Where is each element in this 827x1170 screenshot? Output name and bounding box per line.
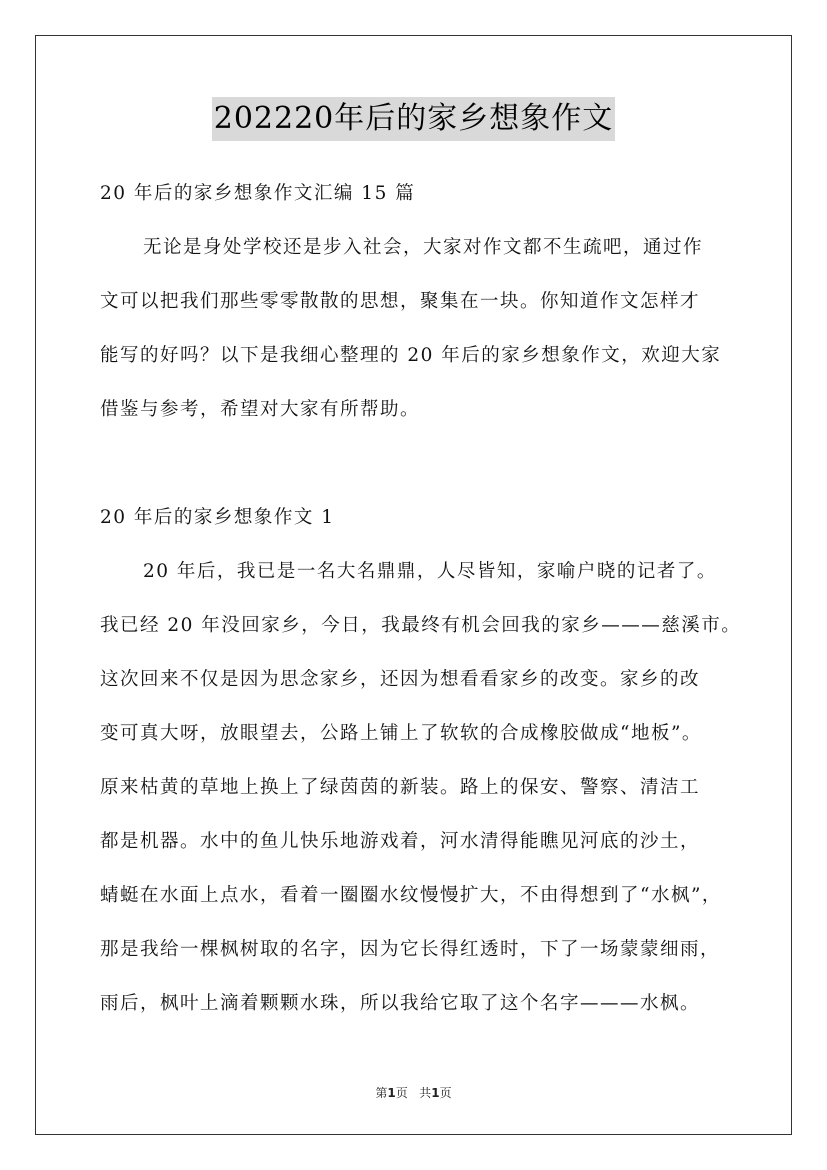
section-heading: 20 年后的家乡想象作文 1	[100, 507, 335, 528]
page-footer	[0, 1084, 827, 1101]
total-prefix: 共	[419, 1086, 432, 1100]
body-line: 都是机器。水中的鱼儿快乐地游戏着，河水清得能瞧见河底的沙土，	[100, 831, 701, 852]
body-line: 这次回来不仅是因为思念家乡，还因为想看看家乡的改变。家乡的改	[100, 669, 701, 690]
intro-line: 文可以把我们那些零零散散的思想，聚集在一块。你知道作文怎样才	[100, 291, 701, 312]
body-line: 雨后，枫叶上滴着颗颗水珠，所以我给它取了这个名字———水枫。	[100, 993, 701, 1014]
total-pages: 1	[431, 1086, 440, 1100]
intro-line: 能写的好吗？以下是我细心整理的 20 年后的家乡想象作文，欢迎大家	[100, 345, 722, 366]
intro-line: 无论是身处学校还是步入社会，大家对作文都不生疏吧，通过作	[143, 237, 704, 258]
body-line: 变可真大呀，放眼望去，公路上铺上了软软的合成橡胶做成“地板”。	[100, 723, 702, 744]
document-title: 202220年后的家乡想象作文	[212, 97, 616, 141]
body-line: 20 年后，我已是一名大名鼎鼎，人尽皆知，家喻户晓的记者了。	[143, 561, 717, 582]
body-line: 原来枯黄的草地上换上了绿茵茵的新装。路上的保安、警察、清洁工	[100, 777, 701, 798]
intro-line: 借鉴与参考，希望对大家有所帮助。	[100, 399, 421, 420]
body-line: 蜻蜓在水面上点水，看着一圈圈水纹慢慢扩大，不由得想到了“水枫”，	[100, 885, 722, 906]
page-suffix: 页	[395, 1086, 408, 1100]
title-wrap	[0, 97, 827, 141]
body-line: 那是我给一棵枫树取的名字，因为它长得红透时，下了一场蒙蒙细雨，	[100, 939, 721, 960]
page-prefix: 第	[375, 1086, 388, 1100]
page-number: 1	[387, 1086, 396, 1100]
total-suffix: 页	[439, 1086, 452, 1100]
subtitle: 20 年后的家乡想象作文汇编 15 篇	[100, 183, 416, 204]
body-line: 我已经 20 年没回家乡，今日，我最终有机会回我的家乡———慈溪市。	[100, 615, 742, 636]
